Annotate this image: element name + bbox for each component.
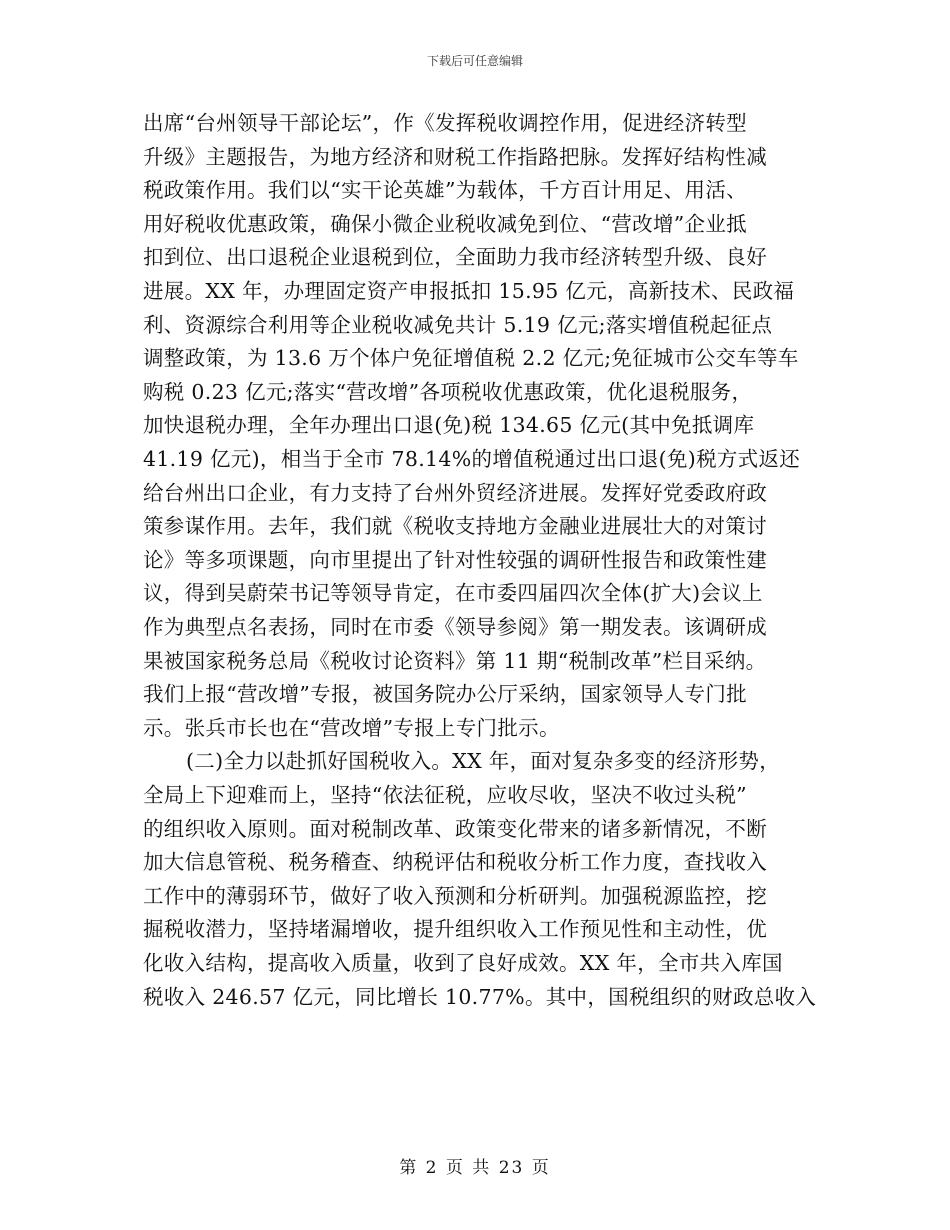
paragraph1-line: 加快退税办理，全年办理出口退(免)税 134.65 亿元(其中免抵调库 — [143, 413, 755, 438]
paragraph2-line: (二)全力以赴抓好国税收入。XX 年，面对复杂多变的经济形势， — [186, 749, 780, 774]
paragraph2-line: 加大信息管税、税务稽查、纳税评估和税收分析工作力度，查找收入 — [143, 850, 767, 875]
paragraph1-line: 果被国家税务总局《税收讨论资料》第 11 期“税制改革”栏目采纳。 — [143, 648, 767, 673]
paragraph1-line: 议，得到吴蔚荣书记等领导肯定，在市委四届四次全体(扩大)会议上 — [143, 581, 763, 606]
paragraph1-line: 扣到位、出口退税企业退税到位，全面助力我市经济转型升级、良好 — [143, 245, 767, 270]
paragraph1-line: 升级》主题报告，为地方经济和财税工作指路把脉。发挥好结构性减 — [143, 144, 767, 169]
paragraph1-line: 购税 0.23 亿元;落实“营改增”各项税收优惠政策，优化退税服务， — [143, 379, 753, 404]
paragraph2-line: 全局上下迎难而上，坚持“依法征税，应收尽收，坚决不收过头税” — [143, 783, 747, 807]
paragraph2-line: 工作中的薄弱环节，做好了收入预测和分析研判。加强税源监控，挖 — [143, 883, 767, 908]
paragraph1-line: 调整政策，为 13.6 万个体户免征增值税 2.2 亿元;免征城市公交车等车 — [143, 346, 799, 371]
paragraph1-line: 进展。XX 年，办理固定资产申报抵扣 15.95 亿元，高新技术、民政福 — [143, 279, 795, 303]
paragraph1-line: 示。张兵市长也在“营改增”专报上专门批示。 — [143, 715, 560, 740]
paragraph1-line: 税政策作用。我们以“实干论英雄”为载体，千方百计用足、用活、 — [143, 178, 747, 203]
paragraph1-line: 出席“台州领导干部论坛”，作《发挥税收调控作用，促进经济转型 — [143, 111, 747, 135]
paragraph2-line: 税收入 246.57 亿元，同比增长 10.77%。其中，国税组织的财政总收入 — [143, 984, 817, 1009]
paragraph1-line: 我们上报“营改增”专报，被国务院办公厅采纳，国家领导人专门批 — [143, 682, 747, 707]
page-header: 下载后可任意编辑 — [426, 54, 523, 68]
paragraph1-line: 给台州出口企业，有力支持了台州外贸经济进展。发挥好党委政府政 — [143, 480, 767, 505]
paragraph2-line: 的组织收入原则。面对税制改革、政策变化带来的诸多新情况，不断 — [143, 816, 767, 841]
paragraph1-line: 利、资源综合利用等企业税收减免共计 5.19 亿元;落实增值税起征点 — [143, 312, 773, 337]
paragraph2-line: 掘税收潜力，坚持堵漏增收，提升组织收入工作预见性和主动性，优 — [143, 917, 767, 942]
paragraph1-line: 41.19 亿元)，相当于全市 78.14%的增值税通过出口退(免)税方式返还 — [143, 447, 801, 471]
page-footer: 第 2 页 共 23 页 — [399, 1158, 551, 1178]
paragraph1-line: 策参谋作用。去年，我们就《税收支持地方金融业进展壮大的对策讨 — [143, 514, 767, 539]
paragraph1-line: 论》等多项课题，向市里提出了针对性较强的调研性报告和政策性建 — [143, 547, 767, 572]
paragraph2-line: 化收入结构，提高收入质量，收到了良好成效。XX 年，全市共入库国 — [143, 951, 783, 975]
paragraph1-line: 作为典型点名表扬，同时在市委《领导参阅》第一期发表。该调研成 — [143, 615, 767, 639]
paragraph1-line: 用好税收优惠政策，确保小微企业税收减免到位、“营改增”企业抵 — [143, 211, 747, 236]
